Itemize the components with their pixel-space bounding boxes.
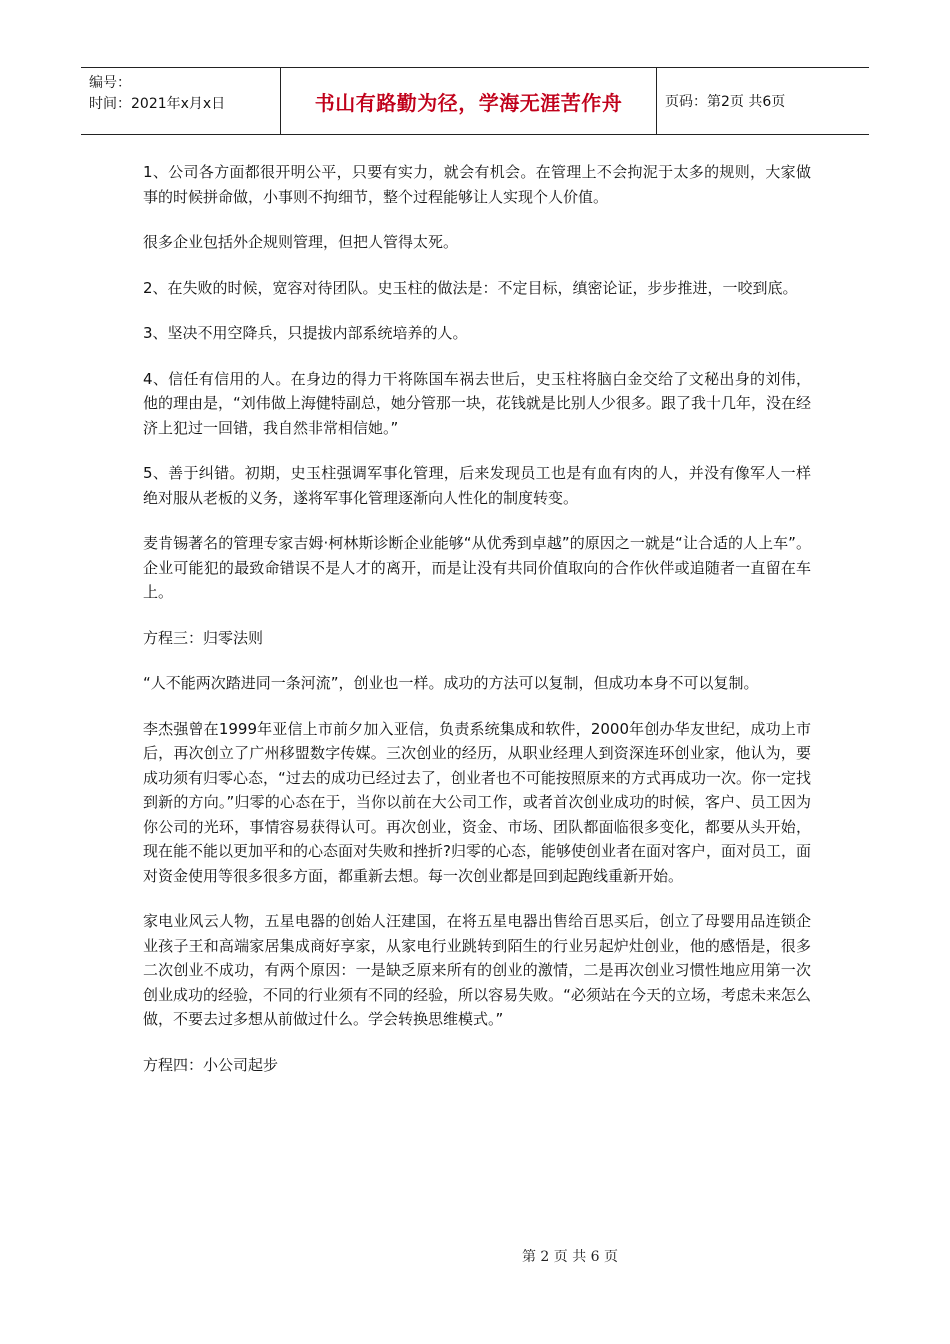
paragraph: 3、坚决不用空降兵，只提拔内部系统培养的人。 bbox=[143, 324, 468, 342]
header-motto-cell bbox=[281, 68, 657, 134]
serial-number-label: 编号： bbox=[89, 75, 131, 91]
header-meta-cell bbox=[81, 68, 281, 134]
paragraph: 李杰强曾在1999年亚信上市前夕加入亚信，负责系统集成和软件，2000年创办华友世纪，成功上市后，再次创立了广州移盟数字传媒。三次创业的经历，从职业经理人到资深连环创业家，他认为，要成功须有归零心态，“过去的成功已经过去了，创业者也不可能按照原来的方式再成功一次。你一定找到新的方向。”归零的心态在于，当你以前在大公司工作，或者首次创业成功的时候，客户、员工因为你公司的光环，事情容易获得认可。再次创业，资金、市场、团队都面临很多变化，都要从头开始，现在能不能以更加平和的心态面对失败和挫折?归零的心态，能够使创业者在面对客户，面对员工，面对资金使用等很多很多方面，都重新去想。每一次创业都是回到起跑线重新开始。 bbox=[143, 719, 811, 885]
section-heading: 方程四：小公司起步 bbox=[143, 1055, 279, 1074]
paragraph: “人不能两次踏进同一条河流”，创业也一样。成功的方法可以复制，但成功本身不可以复制。 bbox=[143, 674, 759, 692]
paragraph: 麦肯锡著名的管理专家吉姆·柯林斯诊断企业能够“从优秀到卓越”的原因之一就是“让合适的人上车”。企业可能犯的最致命错误不是人才的离开，而是让没有共同价值取向的合作伙伴或追随者一直留在车上。 bbox=[143, 534, 811, 601]
paragraph: 4、信任有信用的人。在身边的得力干将陈国车祸去世后，史玉柱将脑白金交给了文秘出身的刘伟，他的理由是，“刘伟做上海健特副总，她分管那一块，花钱就是比别人少很多。跟了我十几年，没在经济上犯过一回错，我自然非常相信她。” bbox=[143, 369, 811, 437]
document-header bbox=[81, 67, 869, 135]
paragraph: 5、善于纠错。初期，史玉柱强调军事化管理，后来发现员工也是有血有肉的人，并没有像军人一样绝对服从老板的义务，遂将军事化管理逐渐向人性化的制度转变。 bbox=[143, 464, 811, 507]
header-page-cell bbox=[657, 68, 869, 134]
document-body bbox=[143, 160, 811, 1098]
page-number-label: 页码：第2页 共6页 bbox=[665, 94, 786, 110]
section-heading: 方程三：归零法则 bbox=[143, 628, 264, 647]
paragraph: 2、在失败的时候，宽容对待团队。史玉柱的做法是：不定目标，缜密论证，步步推进，一咬到底。 bbox=[143, 278, 798, 297]
footer-page-number: 第 2 页 共 6 页 bbox=[521, 1249, 619, 1265]
page-footer bbox=[0, 1246, 950, 1266]
paragraph: 很多企业包括外企规则管理，但把人管得太死。 bbox=[143, 233, 459, 251]
motto-text: 书山有路勤为径，学海无涯苦作舟 bbox=[314, 90, 623, 115]
paragraph: 1、公司各方面都很开明公平，只要有实力，就会有机会。在管理上不会拘泥于太多的规则，大家做事的时候拼命做，小事则不拘细节，整个过程能够让人实现个人价值。 bbox=[143, 163, 811, 206]
paragraph: 家电业风云人物，五星电器的创始人汪建国，在将五星电器出售给百思买后，创立了母婴用品连锁企业孩子王和高端家居集成商好享家，从家电行业跳转到陌生的行业另起炉灶创业，他的感悟是，很多二次创业不成功，有两个原因：一是缺乏原来所有的创业的激情，二是再次创业习惯性地应用第一次创业成功的经验，不同的行业须有不同的经验，所以容易失败。“必须站在今天的立场，考虑未来怎么做，不要去过多想从前做过什么。学会转换思维模式。” bbox=[143, 912, 811, 1028]
time-label: 时间：2021年x月x日 bbox=[89, 96, 226, 112]
